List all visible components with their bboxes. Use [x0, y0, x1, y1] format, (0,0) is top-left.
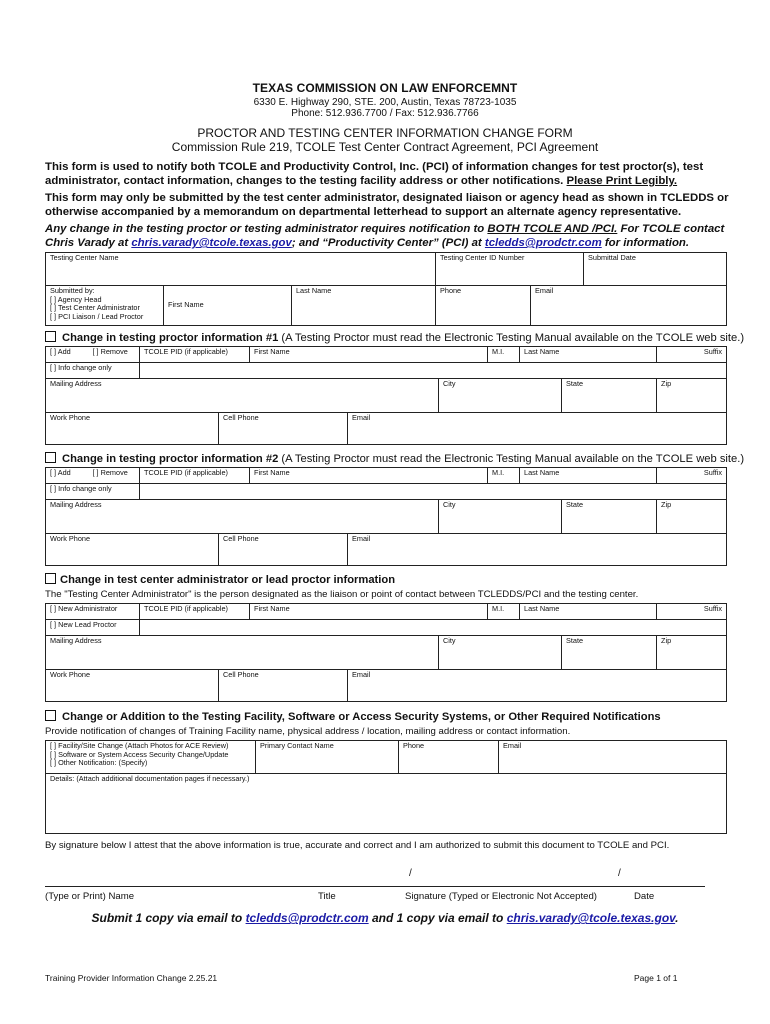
form-subtitle: Commission Rule 219, TCOLE Test Center Contract Agreement, PCI Agreement: [171, 140, 599, 154]
suffix-field[interactable]: Suffix: [657, 468, 727, 484]
email-field[interactable]: Email: [531, 286, 727, 326]
intro-paragraph-1: This form is used to notify both TCOLE and Productivity Control, Inc. (PCI) of information changes for test proctor(s), test administrator, contact information, changes to the testing facility address or other notifications. Please Print Legibly.: [45, 161, 704, 187]
agency-address: [0, 97, 770, 119]
phone-fax-line: Phone: 512.936.7700 / Fax: 512.936.7766: [291, 108, 479, 119]
facility-heading: Change or Addition to the Testing Facility, Software or Access Security Systems, or Other Required Notifications: [45, 710, 661, 724]
facility-table: [45, 740, 727, 834]
city-field[interactable]: City: [439, 500, 562, 534]
proctor1-checkbox[interactable]: [45, 331, 56, 342]
address-line: 6330 E. Highway 290, STE. 200, Austin, Texas 78723-1035: [253, 97, 517, 108]
mailing-address-field[interactable]: Mailing Address: [46, 636, 439, 670]
submittal-date-field[interactable]: Submittal Date: [584, 253, 727, 286]
details-field[interactable]: Details: (Attach additional documentation pages if necessary.): [46, 774, 727, 834]
proctor2-heading: Change in testing proctor information #2 (A Testing Proctor must read the Electronic Testing Manual available on the TCOLE web site.): [45, 452, 744, 466]
attestation-text: By signature below I attest that the above information is true, accurate and correct and I am authorized to submit this document to TCOLE and PCI.: [45, 840, 670, 851]
suffix-field[interactable]: Suffix: [657, 347, 727, 363]
date-slash: /: [618, 868, 621, 879]
last-name-field[interactable]: Last Name: [520, 347, 657, 363]
last-name-field[interactable]: Last Name: [292, 286, 436, 326]
email-field[interactable]: Email: [348, 413, 727, 445]
submit-instructions: Submit 1 copy via email to tcledds@prodctr.com and 1 copy via email to chris.varady@tcole.texas.gov.: [91, 911, 679, 925]
proctor2-checkbox[interactable]: [45, 452, 56, 463]
pid-field[interactable]: TCOLE PID (if applicable): [140, 347, 250, 363]
print-legibly: Please Print Legibly.: [566, 175, 678, 187]
first-name-field[interactable]: First Name: [250, 347, 488, 363]
proctor2-table: [45, 467, 727, 566]
admin-heading: Change in test center administrator or lead proctor information: [45, 573, 395, 587]
pci-submit-email-link[interactable]: tcledds@prodctr.com: [245, 911, 369, 925]
mi-field[interactable]: M.I.: [488, 468, 520, 484]
footer-form-id: Training Provider Information Change 2.25.21: [45, 973, 218, 983]
first-name-field[interactable]: First Name: [250, 468, 488, 484]
notification-type-field[interactable]: [ ] Facility/Site Change (Attach Photos for ACE Review) [ ] Software or System Access Security Change/Update [ ] Other Notification: (Specify): [46, 741, 256, 774]
pid-field[interactable]: TCOLE PID (if applicable): [140, 604, 250, 620]
new-admin-option[interactable]: [ ] New Administrator: [46, 604, 140, 620]
info-change-option[interactable]: [ ] Info change only: [46, 484, 140, 500]
form-title: PROCTOR AND TESTING CENTER INFORMATION CHANGE FORM: [197, 126, 573, 140]
tcole-email-link[interactable]: chris.varady@tcole.texas.gov: [131, 237, 292, 249]
tcole-submit-email-link[interactable]: chris.varady@tcole.texas.gov: [506, 911, 676, 925]
pid-field[interactable]: TCOLE PID (if applicable): [140, 468, 250, 484]
zip-field[interactable]: Zip: [657, 379, 727, 413]
city-field[interactable]: City: [439, 379, 562, 413]
submitted-by-field[interactable]: Submitted by: [ ] Agency Head [ ] Test Center Administrator [ ] PCI Liaison / Lead Proctor: [46, 286, 164, 326]
work-phone-field[interactable]: Work Phone: [46, 413, 219, 445]
date-label: Date: [634, 891, 655, 902]
facility-note: Provide notification of changes of Training Facility name, physical address / location, mailing address or contact information.: [45, 726, 571, 737]
testing-center-name-field[interactable]: Testing Center Name: [46, 253, 436, 286]
phone-field[interactable]: Phone: [436, 286, 531, 326]
state-field[interactable]: State: [562, 500, 657, 534]
pci-email-link[interactable]: tcledds@prodctr.com: [484, 237, 602, 249]
email-field[interactable]: Email: [499, 741, 727, 774]
new-lead-option[interactable]: [ ] New Lead Proctor: [46, 620, 140, 636]
zip-field[interactable]: Zip: [657, 636, 727, 670]
info-change-option[interactable]: [ ] Info change only: [46, 363, 140, 379]
primary-contact-field[interactable]: Primary Contact Name: [256, 741, 399, 774]
footer-page-number: Page 1 of 1: [634, 973, 678, 983]
admin-table: [45, 603, 727, 702]
intro-paragraph-2: This form may only be submitted by the test center administrator, designated liaison or agency head as shown in TCLEDDS or otherwise accompanied by a memorandum on departmental letterhead to support an alternate agency representative.: [45, 192, 729, 218]
proctor1-heading: Change in testing proctor information #1 (A Testing Proctor must read the Electronic Testing Manual available on the TCOLE web site.): [45, 331, 744, 345]
remove-option[interactable]: [ ] Remove: [89, 468, 140, 484]
date-slash: /: [409, 868, 412, 879]
intro-paragraph-3: Any change in the testing proctor or testing administrator requires notification to BOTH TCOLE AND /PCI. For TCOLE contact Chris Varady at chris.varady@tcole.texas.gov; and “Productivity Center” (PCI) at tcledds@prodctr.com for information.: [45, 223, 725, 249]
work-phone-field[interactable]: Work Phone: [46, 670, 219, 702]
admin-note: The "Testing Center Administrator" is the person designated as the liaison or point of contact between TCLEDDS/PCI and the testing center.: [45, 589, 639, 600]
state-field[interactable]: State: [562, 636, 657, 670]
zip-field[interactable]: Zip: [657, 500, 727, 534]
signature-label: Signature (Typed or Electronic Not Accepted): [405, 891, 597, 902]
email-field[interactable]: Email: [348, 670, 727, 702]
city-field[interactable]: City: [439, 636, 562, 670]
remove-option[interactable]: [ ] Remove: [89, 347, 140, 363]
agency-title: TEXAS COMMISSION ON LAW ENFORCEMNT: [252, 81, 518, 95]
facility-checkbox[interactable]: [45, 710, 56, 721]
add-option[interactable]: [ ] Add: [46, 347, 89, 363]
mailing-address-field[interactable]: Mailing Address: [46, 379, 439, 413]
add-option[interactable]: [ ] Add: [46, 468, 89, 484]
center-info-table: [45, 252, 727, 326]
last-name-field[interactable]: Last Name: [520, 604, 657, 620]
phone-field[interactable]: Phone: [399, 741, 499, 774]
cell-phone-field[interactable]: Cell Phone: [219, 413, 348, 445]
first-name-field[interactable]: First Name: [164, 286, 292, 326]
form-title-block: [0, 126, 770, 154]
name-label: (Type or Print) Name: [45, 891, 135, 902]
signature-line[interactable]: [45, 886, 705, 887]
cell-phone-field[interactable]: Cell Phone: [219, 670, 348, 702]
admin-checkbox[interactable]: [45, 573, 56, 584]
mailing-address-field[interactable]: Mailing Address: [46, 500, 439, 534]
suffix-field[interactable]: Suffix: [657, 604, 727, 620]
proctor1-table: [45, 346, 727, 445]
first-name-field[interactable]: First Name: [250, 604, 488, 620]
state-field[interactable]: State: [562, 379, 657, 413]
testing-center-id-field[interactable]: Testing Center ID Number: [436, 253, 584, 286]
title-label: Title: [318, 891, 336, 902]
last-name-field[interactable]: Last Name: [520, 468, 657, 484]
work-phone-field[interactable]: Work Phone: [46, 534, 219, 566]
email-field[interactable]: Email: [348, 534, 727, 566]
cell-phone-field[interactable]: Cell Phone: [219, 534, 348, 566]
mi-field[interactable]: M.I.: [488, 604, 520, 620]
mi-field[interactable]: M.I.: [488, 347, 520, 363]
